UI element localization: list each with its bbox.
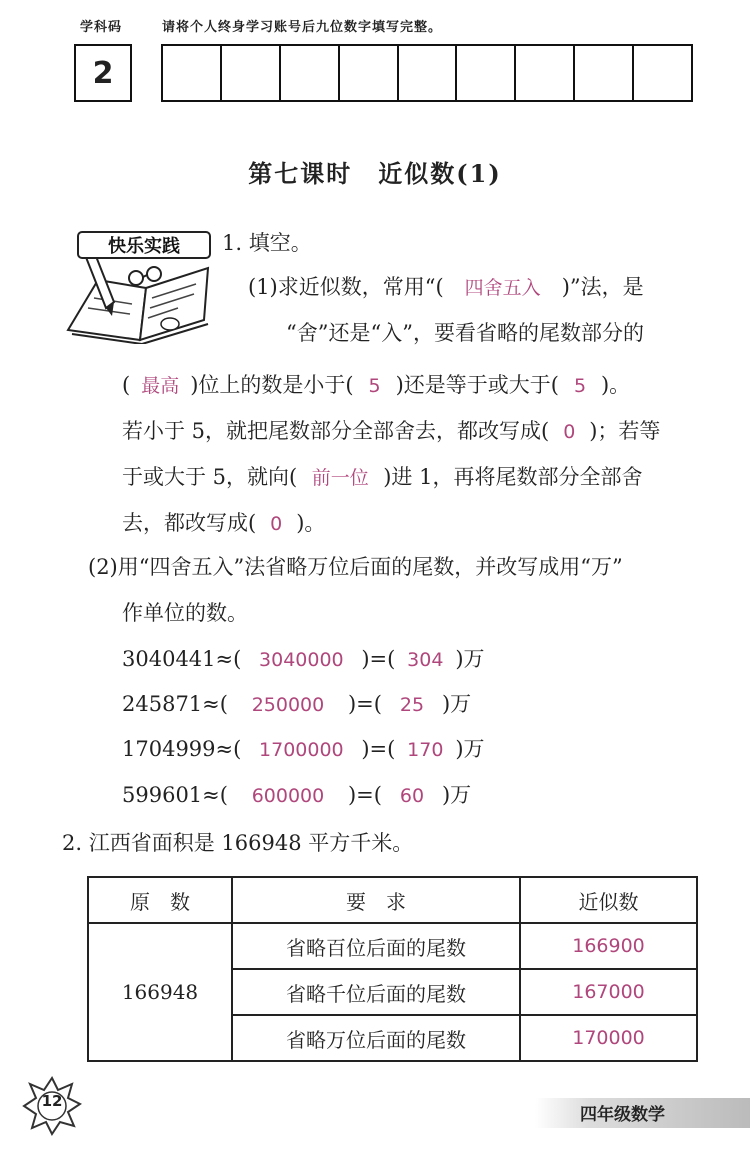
requirement-cell: 省略千位后面的尾数	[232, 969, 520, 1015]
table-row	[88, 923, 697, 969]
text-fragment: )=(	[347, 692, 382, 716]
account-digit-cell[interactable]	[516, 46, 575, 100]
q1-p1-line4	[122, 416, 660, 447]
badge-label: 快乐实践	[108, 236, 180, 257]
account-digit-cell[interactable]	[634, 46, 691, 100]
q1-p1-line5	[122, 462, 642, 493]
text-fragment: )进 1，再将尾数部分全部舍	[383, 465, 643, 489]
original-number: 599601≈(	[122, 783, 228, 807]
account-digit-cell[interactable]	[281, 46, 340, 100]
text-fragment: 于或大于 5，就向(	[122, 465, 298, 489]
answer-blank[interactable]: 3040000	[259, 649, 344, 671]
text-fragment: )=(	[347, 783, 382, 807]
account-digit-cell[interactable]	[399, 46, 458, 100]
original-number: 3040441≈(	[122, 647, 242, 671]
approx-answer-cell[interactable]: 170000	[520, 1015, 697, 1061]
text-fragment: )万	[455, 737, 485, 761]
account-digit-cell[interactable]	[457, 46, 516, 100]
q1-p2-line1: (2)用“四舍五入”法省略万位后面的尾数，并改写成用“万”	[88, 555, 623, 579]
answer-blank[interactable]: 170	[407, 739, 444, 761]
q1-p1-line1	[248, 272, 644, 303]
account-digit-cell[interactable]	[222, 46, 281, 100]
text-fragment: (	[122, 373, 131, 397]
answer-blank[interactable]: 600000	[251, 785, 325, 807]
text-fragment: )=(	[361, 737, 396, 761]
text-fragment: )=(	[361, 647, 396, 671]
account-digit-cell[interactable]	[575, 46, 634, 100]
approx-answer-cell[interactable]: 167000	[520, 969, 697, 1015]
answer-blank[interactable]: 最高	[141, 375, 180, 397]
subject-code-label: 学科码	[80, 20, 123, 35]
account-number-boxes	[161, 44, 693, 102]
text-fragment: 若小于 5，就把尾数部分全部舍去，都改写成(	[122, 419, 550, 443]
text-fragment: )万	[455, 647, 485, 671]
subject-code-box: 2	[74, 44, 132, 102]
account-instruction: 请将个人终身学习账号后九位数字填写完整。	[162, 20, 443, 35]
column-header: 原 数	[88, 877, 232, 923]
column-header: 要 求	[232, 877, 520, 923]
conversion-row	[122, 780, 471, 811]
book-title: 四年级数学	[580, 1105, 665, 1125]
text-fragment: )。	[600, 373, 631, 397]
original-number: 245871≈(	[122, 692, 228, 716]
answer-blank[interactable]: 0	[270, 513, 283, 535]
conversion-row	[122, 644, 485, 675]
q1-p1-line2: “舍”还是“入”，要看省略的尾数部分的	[286, 321, 644, 345]
original-number-cell: 166948	[88, 923, 232, 1061]
answer-blank[interactable]: 1700000	[259, 739, 344, 761]
answer-blank[interactable]: 250000	[251, 694, 325, 716]
answer-blank[interactable]: 0	[563, 421, 576, 443]
text-fragment: )”法，是	[561, 275, 644, 299]
text-fragment: (1)求近似数，常用“(	[248, 275, 444, 299]
text-fragment: )还是等于或大于(	[395, 373, 559, 397]
text-fragment: )万	[441, 692, 472, 716]
column-header: 近似数	[520, 877, 697, 923]
q1-heading: 1. 填空。	[222, 231, 312, 255]
requirement-cell: 省略百位后面的尾数	[232, 923, 520, 969]
lesson-title: 第七课时 近似数(1)	[248, 159, 502, 188]
page-number: 12	[41, 1092, 63, 1110]
approximation-table	[87, 876, 698, 1062]
text-fragment: )；若等	[589, 419, 661, 443]
answer-blank[interactable]: 5	[368, 375, 381, 397]
answer-blank[interactable]: 304	[407, 649, 444, 671]
answer-blank[interactable]: 前一位	[311, 467, 369, 489]
text-fragment: )。	[296, 511, 326, 535]
text-fragment: 去，都改写成(	[122, 511, 257, 535]
q2-heading: 2. 江西省面积是 166948 平方千米。	[62, 831, 414, 855]
account-digit-cell[interactable]	[340, 46, 399, 100]
q1-p2-line2: 作单位的数。	[122, 601, 248, 625]
conversion-row	[122, 689, 471, 720]
account-digit-cell[interactable]	[163, 46, 222, 100]
table-header-row	[88, 877, 697, 923]
requirement-cell: 省略万位后面的尾数	[232, 1015, 520, 1061]
answer-blank[interactable]: 25	[399, 694, 425, 716]
conversion-row	[122, 734, 485, 765]
text-fragment: )位上的数是小于(	[190, 373, 354, 397]
original-number: 1704999≈(	[122, 737, 242, 761]
book-pencil-illustration	[58, 228, 218, 344]
answer-blank[interactable]: 四舍五入	[464, 277, 541, 299]
q1-p1-line6	[122, 508, 325, 539]
answer-blank[interactable]: 60	[399, 785, 425, 807]
text-fragment: )万	[441, 783, 472, 807]
answer-blank[interactable]: 5	[573, 375, 587, 397]
q1-p1-line3	[122, 370, 630, 401]
approx-answer-cell[interactable]: 166900	[520, 923, 697, 969]
